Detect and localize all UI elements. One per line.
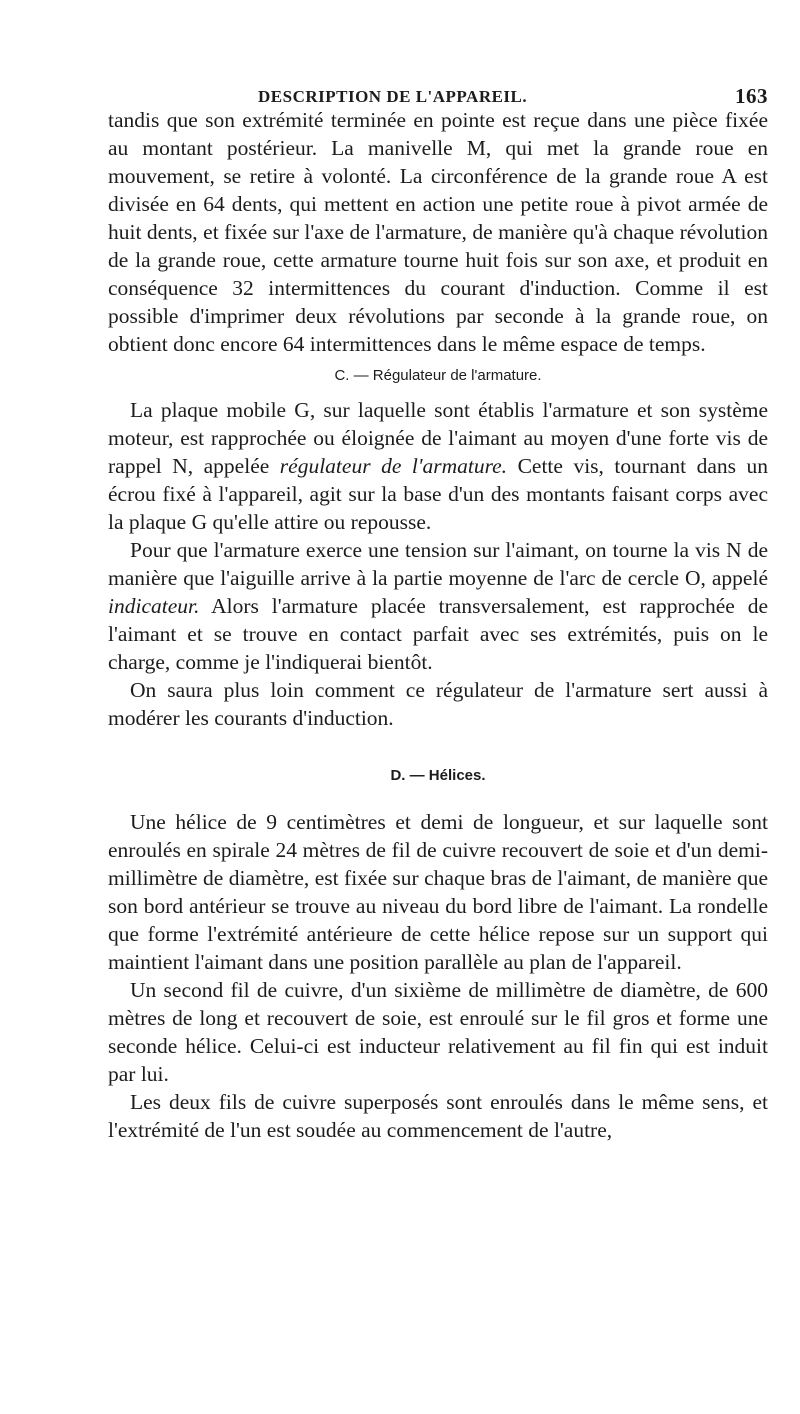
paragraph-indicateur [108,536,768,676]
section-heading-d: D. — Hélices. [390,767,486,784]
paragraph-regulateur [108,396,768,536]
book-page [108,76,768,1144]
paragraph-helice-1: Une hélice de 9 centimètres et demi de longueur, et sur laquelle sont enroulés en spirale 24 mètres de fil de cuivre recouvert de soie et d'un demi-millimètre de diamètre, est fixée sur chaque bras de l'aimant, de manière que son bord antérieur se trouve au niveau du bord libre de l'aimant. La rondelle que forme l'extrémité antérieure de cette hélice repose sur un support qui maintient l'aimant dans une position parallèle au plan de l'appareil. [108,810,768,974]
paragraph-regulateur-text-1: La plaque mobile G, sur laquelle sont établis l'armature et son système moteur, est rapprochée ou éloignée de l'aimant au moyen d'une forte vis de rappel N, appelée [108,398,768,478]
page-number: 163 [735,84,768,108]
paragraph-regulateur-text-2: Cette vis, tournant dans un écrou fixé à l'appareil, agit sur la base d'un des montants faisant corps avec la plaque G qu'elle attire ou repousse. [108,454,769,534]
paragraph-helice-3: Les deux fils de cuivre superposés sont enroulés dans le même sens, et l'extrémité de l'un est soudée au commencement de l'autre, [108,1090,768,1142]
section-heading-c: C. — Régulateur de l'armature. [334,367,542,384]
term-indicateur: indicateur. [108,594,200,618]
paragraph-indicateur-text-2: Alors l'armature placée transversalement, est rapprochée de l'aimant et se trouve en contact parfait avec ses extrémités, puis on le charge, comme je l'indiquerai bientôt. [108,594,768,674]
paragraph-helice-2: Un second fil de cuivre, d'un sixième de millimètre de diamètre, de 600 mètres de long et recouvert de soie, est enroulé sur le fil gros et forme une seconde hélice. Celui-ci est inducteur relativement au fil fin qui est induit par lui. [108,978,768,1086]
term-regulateur: régulateur de l'armature. [279,454,508,478]
paragraph-indicateur-text-1: Pour que l'armature exerce une tension sur l'aimant, on tourne la vis N de manière que l'aiguille arrive à la partie moyenne de l'arc de cercle O, appelé [108,538,768,590]
running-head [108,76,768,106]
running-head-title: DESCRIPTION DE L'APPAREIL. [258,87,528,106]
paragraph-moderation: On saura plus loin comment ce régulateur de l'armature sert aussi à modérer les courants d'induction. [108,678,768,730]
paragraph-continuation: tandis que son extrémité terminée en pointe est reçue dans une pièce fixée au montant postérieur. La manivelle M, qui met la grande roue en mouvement, se retire à volonté. La circonférence de la grande roue A est divisée en 64 dents, qui mettent en action une petite roue à pivot armée de huit dents, et fixée sur l'axe de l'armature, de manière qu'à chaque révolution de la grande roue, cette armature tourne huit fois sur son axe, et produit en conséquence 32 intermittences du courant d'induction. Comme il est possible d'imprimer deux révolutions par seconde à la grande roue, on obtient donc encore 64 intermittences dans le même espace de temps. [108,108,768,356]
